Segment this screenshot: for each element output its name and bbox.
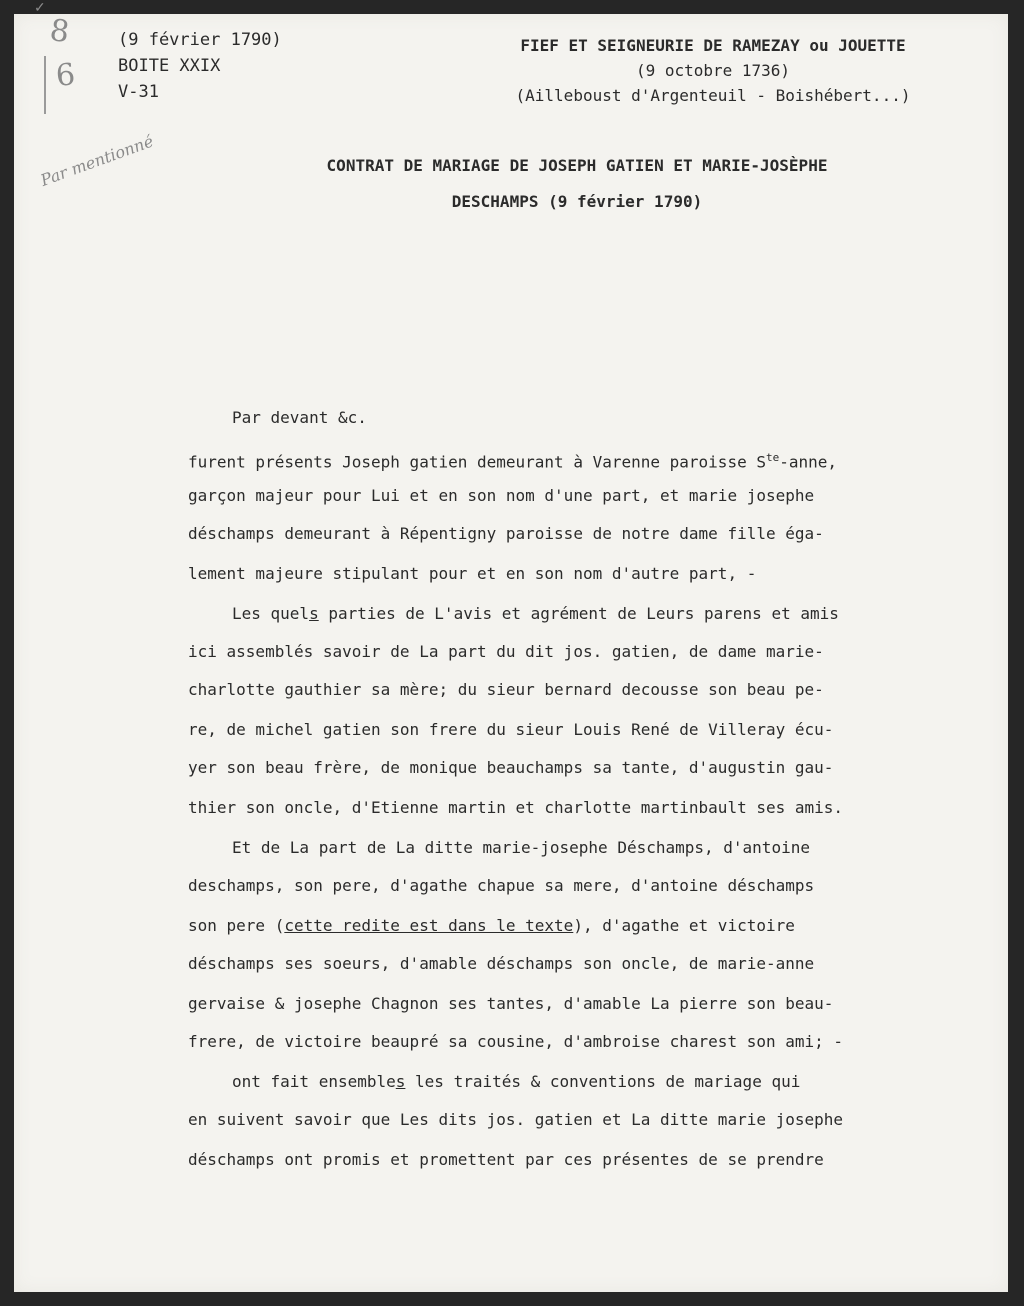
body-line: re, de michel gatien son frere du sieur Louis René de Villeray écu- (188, 720, 834, 739)
body-line: en suivent savoir que Les dits jos. gatien et La ditte marie josephe (188, 1110, 844, 1129)
body-line: thier son oncle, d'Etienne martin et charlotte martinbault ses amis. (188, 798, 844, 817)
body-line: charlotte gauthier sa mère; du sieur bernard decousse son beau pe- (188, 680, 824, 699)
title-line-1: CONTRAT DE MARIAGE DE JOSEPH GATIEN ET MARIE-JOSÈPHE (326, 156, 828, 175)
body-line: yer son beau frère, de monique beauchamps sa tante, d'augustin gau- (188, 758, 834, 777)
margin-number-bottom: 6 (54, 57, 77, 94)
margin-number-top: 8 (47, 12, 72, 51)
body-line: furent présents Joseph gatien demeurant à Varenne paroisse $S^{te}$-anne, (188, 451, 838, 472)
margin-pencil-bar (44, 56, 46, 114)
title-line-2: DESCHAMPS (9 février 1790) (451, 192, 703, 211)
reference-box: BOITE XXIX (118, 56, 221, 76)
fief-names: (Ailleboust d'Argenteuil - Boishébert...) (515, 86, 911, 105)
body-line: déschamps ont promis et promettent par ces présentes de se prendre (188, 1150, 824, 1169)
body-line: deschamps, son pere, d'agathe chapue sa mere, d'antoine déschamps (188, 876, 815, 895)
reference-code: V-31 (118, 82, 159, 102)
body-line: ont fait ensembles les traités & conventions de mariage qui (232, 1072, 801, 1091)
reference-date: (9 février 1790) (118, 30, 282, 50)
body-line: frere, de victoire beaupré sa cousine, d'ambroise charest son ami; - (188, 1032, 844, 1051)
body-line: Et de La part de La ditte marie-josephe Déschamps, d'antoine (232, 838, 810, 857)
fief-header (478, 34, 948, 109)
body-line: garçon majeur pour Lui et en son nom d'une part, et marie josephe (188, 486, 815, 505)
margin-handwritten-note: Par mentionné (38, 131, 156, 190)
body-line: Les quels parties de L'avis et agrément de Leurs parens et amis (232, 604, 839, 623)
fief-date: (9 octobre 1736) (635, 61, 791, 80)
body-line: lement majeure stipulant pour et en son nom d'autre part, - (188, 564, 757, 583)
body-line: ici assemblés savoir de La part du dit jos. gatien, de dame marie- (188, 642, 824, 661)
body-line: Par devant &c. (232, 408, 367, 427)
body-line: déschamps ses soeurs, d'amable déschamps son oncle, de marie-anne (188, 954, 815, 973)
fief-name: FIEF ET SEIGNEURIE DE RAMEZAY ou JOUETTE (520, 36, 906, 55)
margin-tick-mark: ✓ (34, 0, 46, 16)
document-title (262, 148, 892, 220)
archive-reference (118, 28, 282, 106)
body-line: déschamps demeurant à Répentigny paroisse de notre dame fille éga- (188, 524, 824, 543)
body-line: son pere (cette redite est dans le texte), d'agathe et victoire (188, 916, 795, 935)
body-line: gervaise & josephe Chagnon ses tantes, d'amable La pierre son beau- (188, 994, 834, 1013)
